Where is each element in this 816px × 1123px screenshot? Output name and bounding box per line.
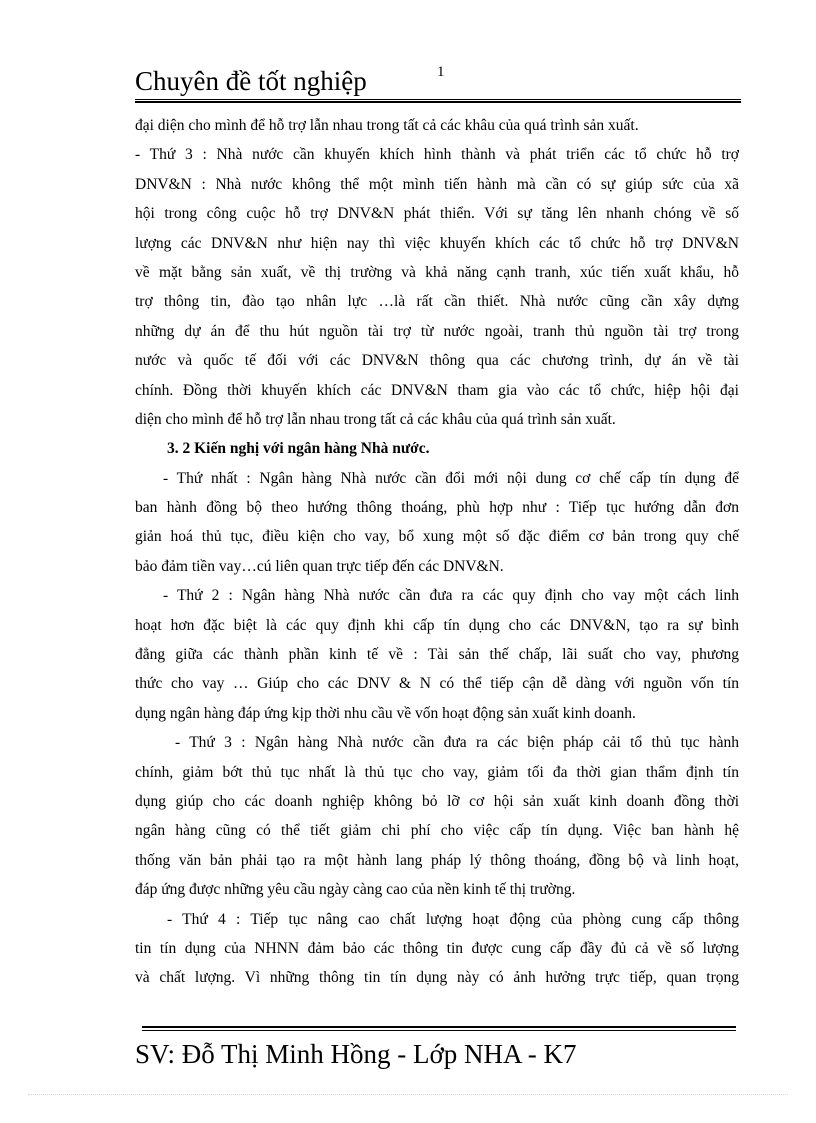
text-line: thức cho vay … Giúp cho các DNV & N có thể tiếp cận dễ dàng với nguồn vốn tín (135, 675, 739, 693)
text-line: - Thứ 3 : Ngân hàng Nhà nước cần đưa ra các biện pháp cải tổ thủ tục hành (175, 734, 739, 752)
text-line: ngân hàng cũng có thể tiết giảm chi phí cho việc cấp tín dụng. Việc ban hành hệ (135, 822, 739, 840)
text-line: dụng giúp cho các doanh nghiệp không bỏ lỡ cơ hội sản xuất kinh doanh đồng thời (135, 792, 739, 810)
text-line: - Thứ 4 : Tiếp tục nâng cao chất lượng hoạt động của phòng cung cấp thông (167, 910, 739, 928)
text-line: giản hoá thủ tục, điều kiện cho vay, bổ xung một số đặc điểm cơ bản trong quy chế (135, 528, 739, 546)
footer-rule-thin (142, 1030, 736, 1031)
header-rule-thick (135, 101, 741, 103)
body-text (135, 111, 739, 993)
text-line: ban hành đồng bộ theo hướng thông thoáng, phù hợp như : Tiếp tục hướng dẫn đơn (135, 499, 739, 517)
text-line: đại diện cho mình để hỗ trợ lẫn nhau trong tất cả các khâu của quá trình sản xuất. (135, 117, 639, 134)
text-line: chính, giảm bớt thủ tục nhất là thủ tục cho vay, giảm tối đa thời gian thẩm định tín (135, 763, 739, 781)
text-line: nước và quốc tế đối với các DNV&N thông qua các chương trình, dự án về tài (135, 352, 739, 370)
text-line: về mặt bằng sản xuất, về thị trường và khả năng cạnh tranh, xúc tiến xuất khẩu, hỗ (135, 263, 739, 281)
text-line: bảo đảm tiền vay…cú liên quan trực tiếp đến các DNV&N. (135, 557, 504, 575)
text-line: tin tín dụng của NHNN đảm bảo các thông tin được cung cấp đầy đủ cả về số lượng (135, 939, 739, 957)
footer-rule-thick (142, 1026, 736, 1028)
page-number: 1 (437, 64, 445, 80)
header-rule-thin (135, 99, 741, 100)
text-line: và chất lượng. Vì những thông tin tín dụng này có ảnh hưởng trực tiếp, quan trọng (135, 969, 739, 987)
text-line: hoạt hơn đặc biệt là các quy định khi cấp tín dụng cho các DNV&N, tạo ra sự bình (135, 616, 739, 634)
text-line: đáp ứng được những yêu cầu ngày càng cao của nền kinh tế thị trường. (135, 881, 576, 899)
text-line: thống văn bản phải tạo ra một hành lang pháp lý thông thoáng, đồng bộ và linh hoạt, (135, 851, 739, 869)
text-line: - Thứ 3 : Nhà nước cần khuyến khích hình thành và phát triển các tổ chức hỗ trợ (135, 146, 739, 164)
text-line: - Thứ nhất : Ngân hàng Nhà nước cần đổi mới nội dung cơ chế cấp tín dụng để (163, 469, 739, 487)
page-footer: SV: Đỗ Thị Minh Hồng - Lớp NHA - K7 (135, 1039, 577, 1069)
header-title: Chuyên đề tốt nghiệp (135, 66, 367, 96)
text-line: đẳng giữa các thành phần kinh tế về : Tài sản thế chấp, lãi suất cho vay, phương (135, 646, 739, 664)
text-line: chính. Đồng thời khuyến khích các DNV&N tham gia vào các tổ chức, hiệp hội đại (135, 381, 739, 399)
text-line: diện cho mình để hỗ trợ lẫn nhau trong tất cả các khâu của quá trình sản xuất. (135, 410, 616, 428)
text-line: dụng ngân hàng đáp ứng kịp thời nhu cầu về vốn hoạt động sản xuất kinh doanh. (135, 704, 636, 722)
text-line: DNV&N : Nhà nước không thể một mình tiến hành mà cần có sự giúp sức của xã (135, 175, 739, 193)
section-heading: 3. 2 Kiến nghị với ngân hàng Nhà nước. (167, 440, 430, 458)
text-line: hội trong công cuộc hỗ trợ DNV&N phát thiển. Với sự tăng lên nhanh chóng về số (135, 205, 739, 223)
text-line: - Thứ 2 : Ngân hàng Nhà nước cần đưa ra các quy định cho vay một cách linh (163, 587, 739, 605)
text-line: những dự án để thu hút nguồn tài trợ từ nước ngoài, tranh thủ nguồn tài trợ trong (135, 322, 739, 340)
page-edge-divider (28, 1094, 788, 1095)
text-line: lượng các DNV&N như hiện nay thì việc khuyến khích các tổ chức hỗ trợ DNV&N (135, 234, 739, 252)
text-line: trợ thông tin, đào tạo nhân lực …là rất cần thiết. Nhà nước cũng cần xây dựng (135, 293, 739, 311)
